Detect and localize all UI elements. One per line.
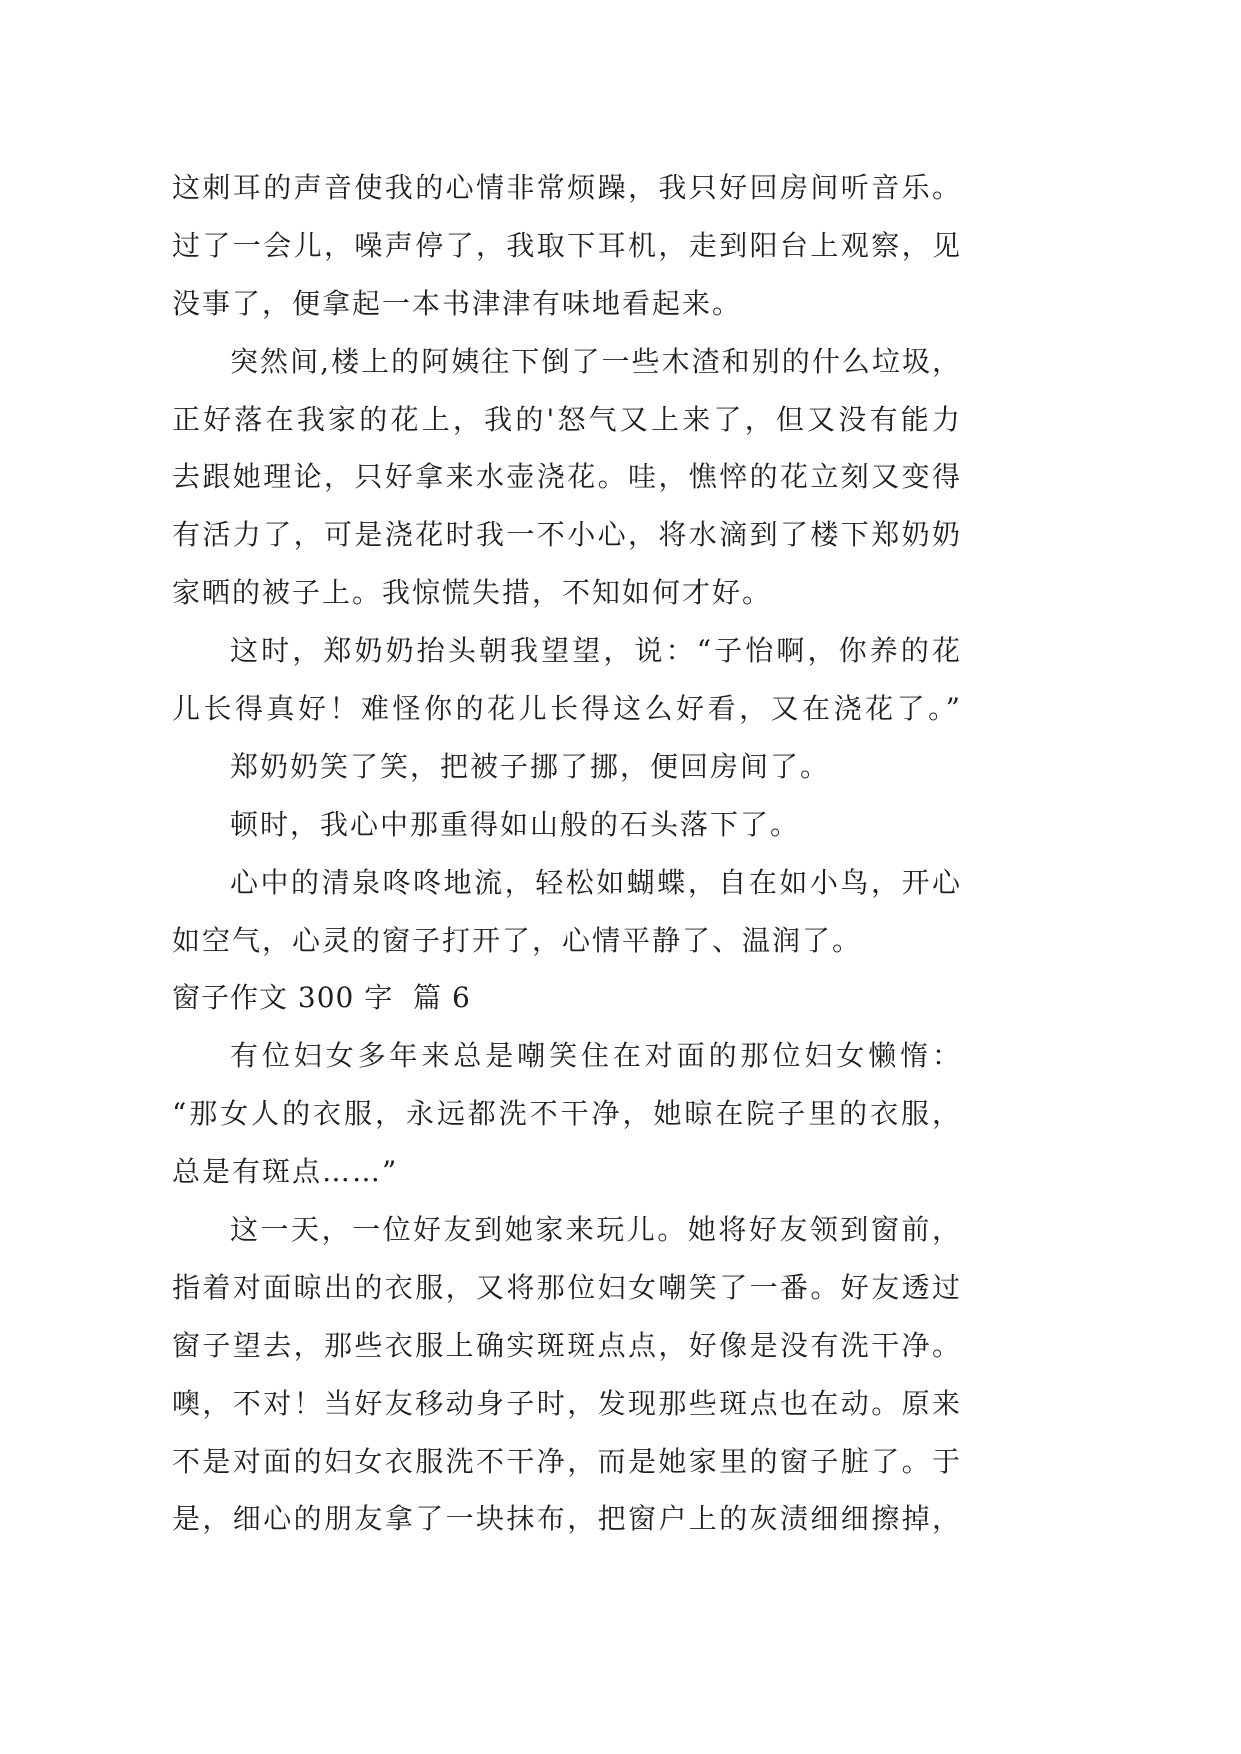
paragraph — [172, 796, 962, 854]
text-line: 心中的清泉咚咚地流，轻松如蝴蝶，自在如小鸟，开心 — [230, 865, 962, 899]
text-line: 是，细心的朋友拿了一块抹布，把窗户上的灰渍细细擦掉， — [172, 1502, 962, 1536]
text-line: 如空气，心灵的窗子打开了，心情平静了、温润了。 — [172, 923, 863, 957]
text-line: 噢，不对！当好友移动身子时，发现那些斑点也在动。原来 — [172, 1386, 962, 1420]
paragraph — [172, 622, 962, 738]
text-line: 郑奶奶笑了笑，把被子挪了挪，便回房间了。 — [230, 749, 831, 783]
paragraph — [172, 333, 962, 622]
text-line: 去跟她理论，只好拿来水壶浇花。哇，憔悴的花立刻又变得 — [172, 460, 962, 494]
paragraph — [172, 1201, 962, 1548]
text-line: 没事了，便拿起一本书津津有味地看起来。 — [172, 286, 743, 320]
text-line: 这时，郑奶奶抬头朝我望望，说：“子怡啊，你养的花 — [230, 634, 962, 668]
text-line: 有活力了，可是浇花时我一不小心，将水滴到了楼下郑奶奶 — [172, 518, 962, 552]
text-line: 突然间,楼上的阿姨往下倒了一些木渣和别的什么垃圾， — [230, 344, 962, 378]
text-line: 儿长得真好！难怪你的花儿长得这么好看，又在浇花了。” — [172, 692, 962, 726]
text-line: 指着对面晾出的衣服，又将那位妇女嘲笑了一番。好友透过 — [172, 1270, 962, 1304]
text-line: 过了一会儿，噪声停了，我取下耳机，走到阳台上观察，见 — [172, 228, 962, 262]
text-line: 不是对面的妇女衣服洗不干净，而是她家里的窗子脏了。于 — [172, 1444, 962, 1478]
document-body — [172, 159, 962, 1548]
text-line: 家晒的被子上。我惊慌失措，不知如何才好。 — [172, 576, 773, 610]
text-line: “那女人的衣服，永远都洗不干净，她晾在院子里的衣服， — [172, 1097, 962, 1131]
section-heading: 窗子作文 300 字 篇 6 — [172, 981, 471, 1015]
text-line: 窗子望去，那些衣服上确实斑斑点点，好像是没有洗干净。 — [172, 1328, 962, 1362]
paragraph — [172, 854, 962, 970]
text-line: 总是有斑点……” — [172, 1155, 399, 1189]
text-line: 有位妇女多年来总是嘲笑住在对面的那位妇女懒惰： — [230, 1039, 962, 1073]
text-line: 顿时，我心中那重得如山般的石头落下了。 — [230, 807, 801, 841]
text-line: 这刺耳的声音使我的心情非常烦躁，我只好回房间听音乐。 — [172, 171, 962, 204]
text-line: 正好落在我家的花上，我的'怒气又上来了，但又没有能力 — [172, 402, 962, 436]
text-line: 这一天，一位好友到她家来玩儿。她将好友领到窗前， — [230, 1213, 962, 1247]
paragraph — [172, 159, 962, 333]
paragraph — [172, 738, 962, 796]
paragraph — [172, 1027, 962, 1201]
